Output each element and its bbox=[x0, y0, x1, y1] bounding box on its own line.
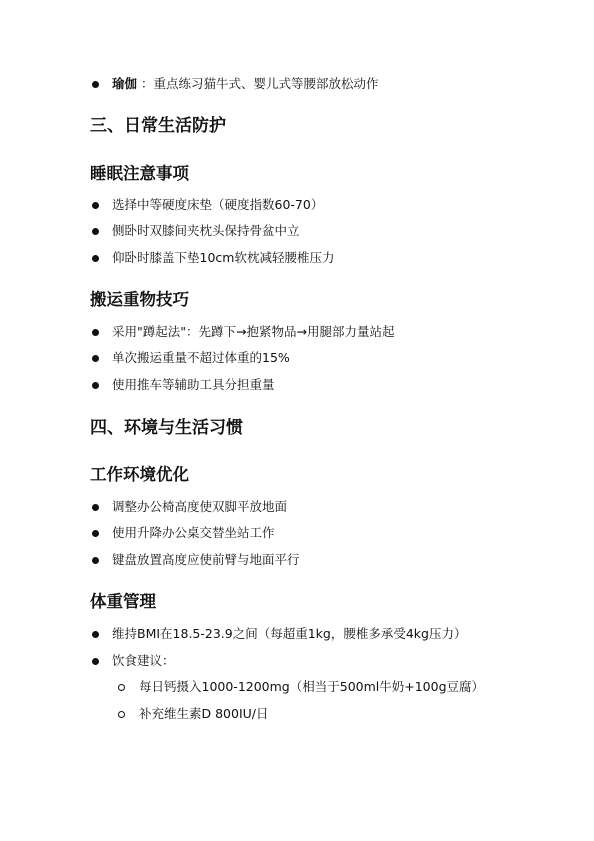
subheading-weight-management: 体重管理 bbox=[90, 592, 156, 611]
bullet-dot-icon bbox=[92, 81, 99, 88]
list-item-text: 调整办公椅高度使双脚平放地面 bbox=[112, 499, 288, 514]
list-item bbox=[92, 497, 287, 517]
bullet-dot-icon bbox=[92, 355, 99, 362]
list-item bbox=[92, 624, 466, 644]
list-item-text: 仰卧时膝盖下垫10cm软枕减轻腰椎压力 bbox=[112, 250, 335, 265]
bullet-dot-icon bbox=[92, 631, 99, 638]
item-label-yoga: 瑜伽 bbox=[112, 76, 138, 91]
list-item bbox=[92, 248, 334, 268]
list-item bbox=[92, 221, 300, 241]
bullet-dot-icon bbox=[92, 329, 99, 336]
sub-list-item-text: 补充维生素D 800IU/日 bbox=[139, 706, 269, 721]
list-item-text: 选择中等硬度床垫（硬度指数60-70） bbox=[112, 197, 324, 212]
hollow-circle-bullet-icon bbox=[118, 684, 125, 691]
hollow-circle-bullet-icon bbox=[118, 711, 125, 718]
list-item-yoga bbox=[92, 74, 379, 94]
section-heading-environment-habits: 四、环境与生活习惯 bbox=[90, 418, 243, 438]
bullet-dot-icon bbox=[92, 382, 99, 389]
list-item bbox=[92, 375, 275, 395]
sub-list-item bbox=[118, 677, 484, 697]
bullet-dot-icon bbox=[92, 504, 99, 511]
sub-list-item-text: 每日钙摄入1000-1200mg（相当于500ml牛奶+100g豆腐） bbox=[139, 679, 485, 694]
list-item-text: 使用推车等辅助工具分担重量 bbox=[112, 377, 275, 392]
list-item-text: 饮食建议： bbox=[112, 653, 175, 668]
list-item bbox=[92, 348, 290, 368]
list-item bbox=[92, 651, 175, 671]
section-heading-daily-protection: 三、日常生活防护 bbox=[90, 116, 226, 136]
bullet-dot-icon bbox=[92, 557, 99, 564]
sub-list-item bbox=[118, 704, 269, 724]
list-item bbox=[92, 322, 394, 342]
bullet-dot-icon bbox=[92, 228, 99, 235]
bullet-dot-icon bbox=[92, 202, 99, 209]
bullet-dot-icon bbox=[92, 255, 99, 262]
list-item bbox=[92, 195, 323, 215]
list-item-text: 键盘放置高度应使前臂与地面平行 bbox=[112, 552, 300, 567]
subheading-lifting: 搬运重物技巧 bbox=[90, 290, 189, 309]
item-text-yoga: ：重点练习猫牛式、婴儿式等腰部放松动作 bbox=[141, 76, 379, 91]
bullet-dot-icon bbox=[92, 658, 99, 665]
subheading-sleep: 睡眠注意事项 bbox=[90, 164, 189, 183]
list-item-text: 单次搬运重量不超过体重的15% bbox=[112, 350, 290, 365]
list-item bbox=[92, 523, 275, 543]
list-item-text: 维持BMI在18.5-23.9之间（每超重1kg，腰椎多承受4kg压力） bbox=[112, 626, 467, 641]
list-item-text: 使用升降办公桌交替坐站工作 bbox=[112, 525, 275, 540]
list-item bbox=[92, 550, 300, 570]
list-item-text: 采用"蹲起法"：先蹲下→抱紧物品→用腿部力量站起 bbox=[112, 324, 395, 339]
list-item-text: 侧卧时双膝间夹枕头保持骨盆中立 bbox=[112, 223, 300, 238]
bullet-dot-icon bbox=[92, 530, 99, 537]
subheading-work-environment: 工作环境优化 bbox=[90, 465, 189, 484]
